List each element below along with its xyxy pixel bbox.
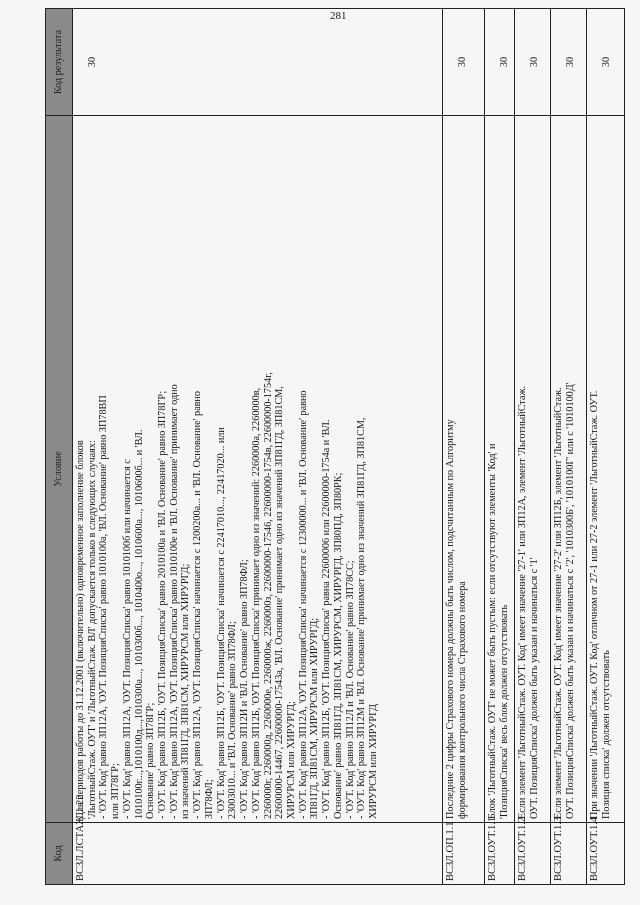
row-code: ВСЗЛ.ОУТ.1.1: [485, 823, 515, 885]
condition-line: - 'ОУТ. Код' равно ЗП12М и 'ВЛ. Основание' принимает одно из значений ЗП81ГД, ЗП81СМ,: [356, 417, 368, 819]
condition-line: 'ПозицияСписка' весь блок должен отсутствовать: [498, 604, 510, 819]
row-result: 30: [587, 9, 625, 116]
header-code: Код: [46, 823, 73, 885]
row-code: ВСЗЛ.ЛСТАЖ.1.22: [73, 823, 443, 885]
row-code: ВСЗЛ.ОУТ.1.3: [551, 823, 587, 885]
condition-line: Для периодов работы до 31.12.2001 (включительно) одновременное заполнение блоков: [75, 440, 86, 819]
condition-line: - 'ОУТ. Код' равно ЗП12Б, 'ОУТ. ПозицияСписка' начинается с 22417010..., 22417020... или: [215, 427, 227, 819]
condition-line: ОУТ. ПозицияСписка' должен быть указан и начинаться с '1': [528, 557, 540, 819]
row-condition: [551, 116, 587, 823]
condition-line: - 'ОУТ. Код' равно ЗП12А, 'ОУТ. ПозицияСписка' начинается с 12300000... и 'ВЛ. Основание' равно: [297, 390, 309, 819]
condition-line: 2260000г, 2260000д, 2260000е, 2260000ж, 2260000з, 22600000-17546, 22600000-1754в, 22600000-1754г,: [262, 372, 274, 819]
table-row: [587, 9, 625, 885]
condition-line: Позиция списка' должен отсутствовать: [600, 650, 612, 819]
condition-line: При значении 'ЛьготныйСтаж. ОУТ. Код' отличном от 27-1 или 27-2 элемент 'ЛьготныйСтаж. ОУТ.: [589, 390, 600, 819]
rotated-table-frame: [45, 29, 612, 885]
row-condition: [587, 116, 625, 823]
condition-line: Если элемент 'ЛьготныйСтаж. ОУТ. Код' имеет значение '27-2' или ЗП12Б, элемент 'ЛьготныйСтаж.: [553, 387, 564, 819]
condition-line: или ЗП78ГР;: [110, 763, 122, 819]
page-number: 281: [330, 10, 347, 22]
row-condition: [443, 116, 485, 823]
row-result: 30: [443, 9, 485, 116]
row-result: 30: [73, 9, 443, 116]
table-row: [551, 9, 587, 885]
row-result: 30: [551, 9, 587, 116]
condition-line: ЗП78ФЛ;: [203, 779, 215, 819]
condition-line: Блок 'ЛьготныйСтаж. ОУТ' не может быть пустым: если отсутствуют элементы 'Код' и: [487, 443, 498, 819]
condition-line: ХИРУРСМ или ХИРУРГД;: [285, 701, 297, 819]
condition-line: 23003010... и 'ВЛ. Основание' равно ЗП78ФЛ;: [227, 621, 239, 819]
row-code: ВСЗЛ.ОУТ.1.4: [587, 823, 625, 885]
condition-line: Основание' равно ЗП81ГД, ЗП81СМ, ХИРУРСМ, ХИРУРГД, ЗП80ПД, ЗП80РК;: [332, 472, 344, 819]
row-result: 30: [485, 9, 515, 116]
row-condition: [73, 116, 443, 823]
table-body: [73, 9, 625, 885]
condition-line: - 'ОУТ. Код' равно ЗП12Л и 'ВЛ. Основание' равно ЗП78СС;: [344, 560, 356, 819]
row-result: 30: [515, 9, 551, 116]
condition-line: - 'ОУТ. Код' равно ЗП12И и 'ВЛ. Основание' равно ЗП78ФЛ;: [239, 559, 251, 819]
condition-line: формирования контрольного числа Страхового номера: [456, 581, 468, 819]
condition-line: из значений ЗП81ГД, ЗП81СМ, ХИРУРСМ или ХИРУРГД;: [180, 563, 192, 819]
table-container: [45, 29, 612, 885]
condition-line: - 'ОУТ. Код' равно ЗП12Б, 'ОУТ. ПозицияСписка' принимает одно из значений: 2260000а, 2260000в,: [250, 387, 262, 819]
condition-line: 'ЛьготныйСтаж. ОУТ' и 'ЛьготныйСтаж. ВЛ' допускается только в следующих случаях:: [86, 440, 98, 819]
condition-line: Последние 2 цифры Страхового номера должны быть числом, подсчитанным по Алгоритму: [445, 419, 456, 819]
condition-line: ЗП81ГД, ЗП81СМ, ХИРУРСМ или ХИРУРГД;: [309, 617, 321, 819]
row-code: ВСЗЛ.ОУТ.1.2: [515, 823, 551, 885]
table-row: [485, 9, 515, 885]
condition-line: - 'ОУТ. Код' равно ЗП12А, 'ОУТ. ПозицияСписка' равно 1010100е и 'ВЛ. Основание' принимает одно: [168, 384, 180, 819]
condition-line: ОУТ. ПозицияСписка' должен быть указан и начинаться с '2', '1010300Б', '1010100Г' или с '1010100Д': [564, 382, 576, 819]
condition-line: Основание' равно ЗП78ГР;: [145, 702, 157, 819]
condition-line: - 'ОУТ. Код' равно ЗП12А, 'ОУТ. ПозицияСписка' равно 1010100а, 'ВЛ. Основание' равно ЗП78ВП: [98, 395, 110, 819]
table-row: [443, 9, 485, 885]
row-code: ВСЗЛ.ОП.1.1: [443, 823, 485, 885]
condition-line: - 'ОУТ. Код' равно ЗП12Б, 'ОУТ. ПозицияСписка' равна 22600006 или 22600000-1754а и 'ВЛ.: [321, 419, 333, 819]
row-condition: [515, 116, 551, 823]
condition-line: ХИРУРСМ или ХИРУРГД: [367, 703, 379, 819]
condition-line: - 'ОУТ. Код' равно ЗП12А, 'ОУТ. ПозицияСписка' начинается с 1200200а... и 'ВЛ. Основание' равно: [192, 391, 204, 819]
header-condition: Условие: [46, 116, 73, 823]
table-row: [73, 9, 443, 885]
condition-line: 22600000-14467, 22600000-17543а, 'ВЛ. Основание' принимает одно из значений ЗП81ГД, ЗП81СМ,: [274, 386, 286, 819]
table-row: [515, 9, 551, 885]
condition-line: - 'ОУТ. Код' равно ЗП12А, 'ОУТ. ПозицияСписка' равно 1010100б или начинается с: [121, 459, 133, 819]
table-header-row: [46, 9, 73, 885]
condition-line: - 'ОУТ. Код' равно ЗП12Б, 'ОУТ. ПозицияСписка' равно 2010100а и 'ВЛ. Основание' равно ЗП78ГР;: [157, 390, 169, 819]
header-result: Код результата: [46, 9, 73, 116]
rules-table: [45, 8, 625, 885]
condition-line: Если элемент 'ЛьготныйСтаж. ОУТ. Код' имеет значение '27-1' или ЗП12А, элемент 'ЛьготныйСтаж.: [517, 385, 528, 819]
row-condition: [485, 116, 515, 823]
condition-line: 1010100г...,1010100д...,1010300а..., 1010300б..., 1010400о..., 1010600а..., 1010600б... и 'ВЛ.: [133, 429, 145, 819]
